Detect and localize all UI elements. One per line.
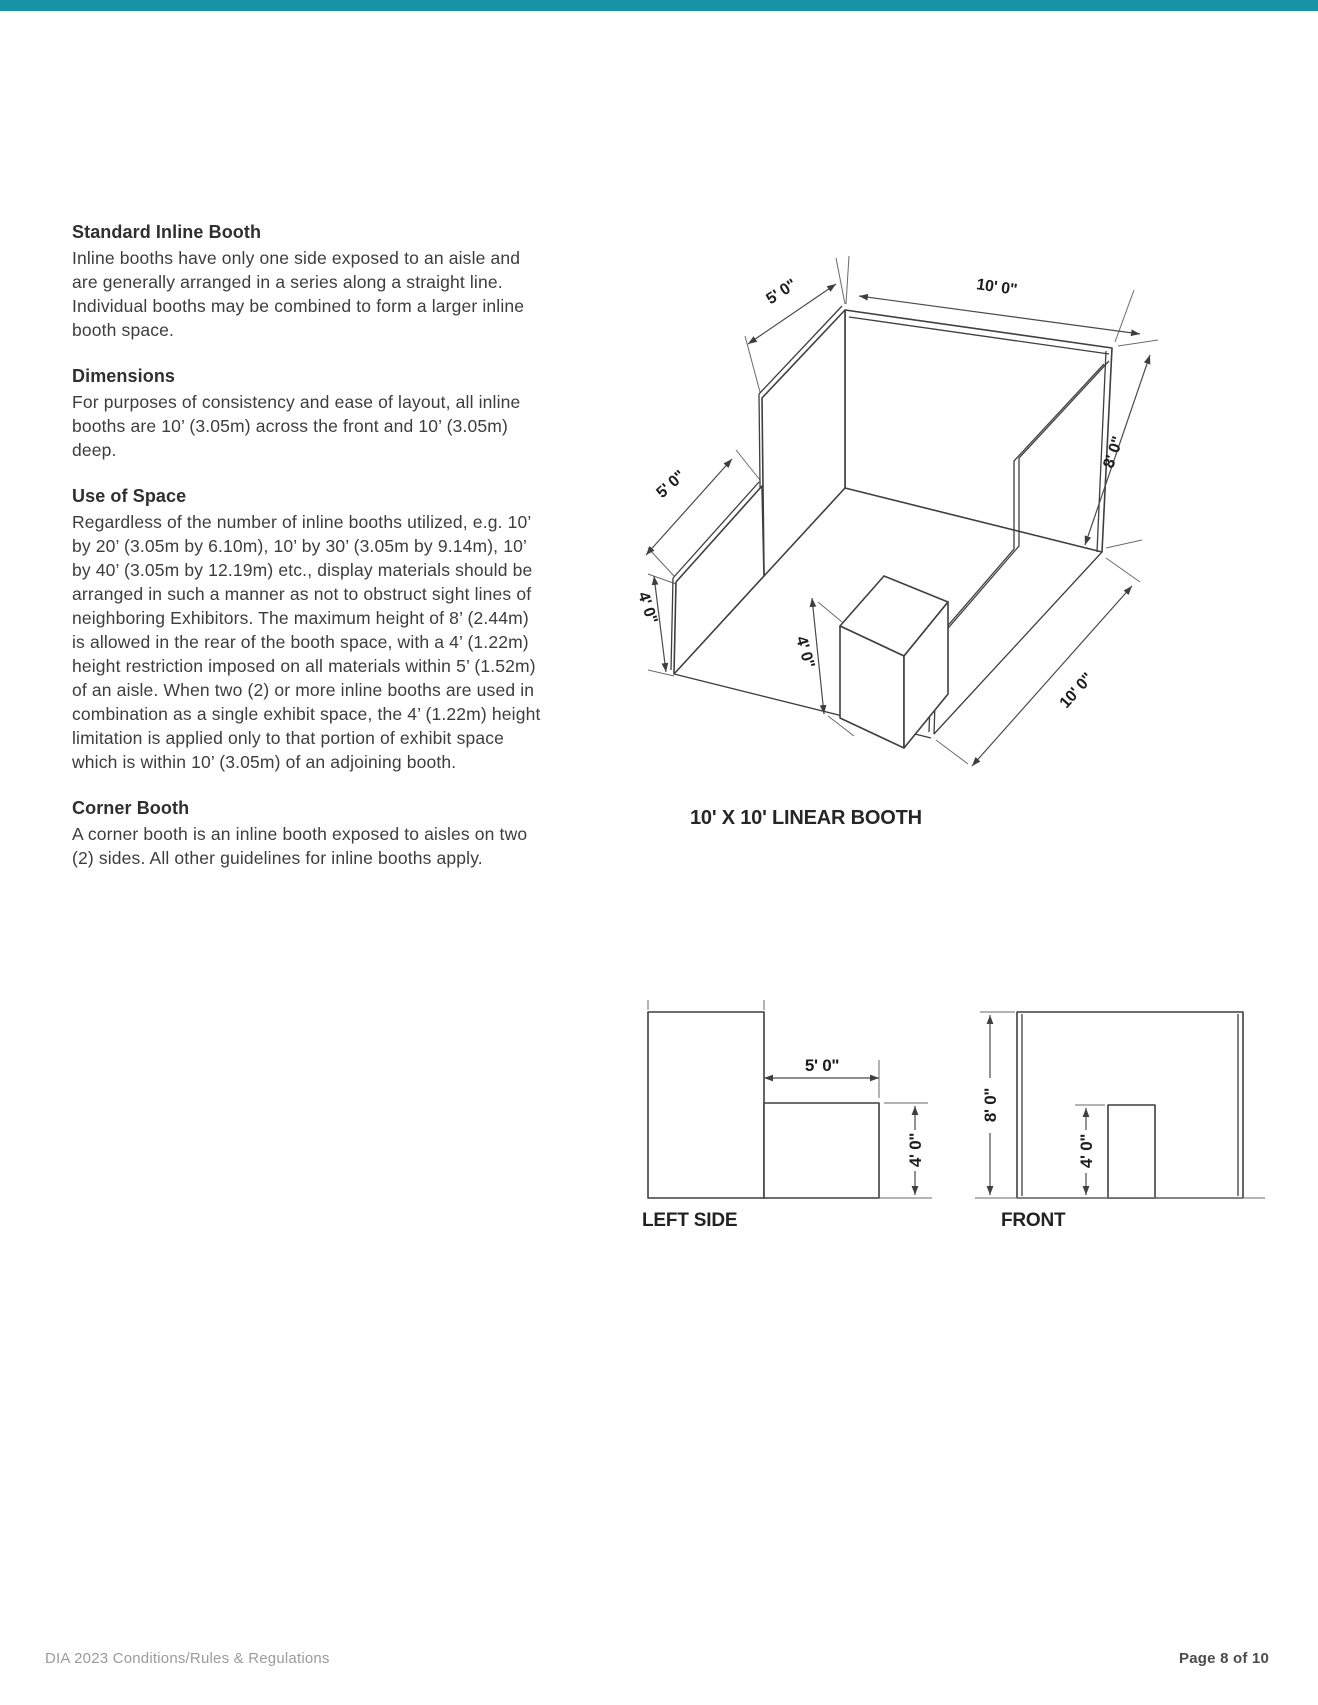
dim-label-back-width: 10' 0"	[975, 276, 1018, 299]
section-heading: Corner Booth	[72, 798, 190, 818]
accent-top-bar	[0, 0, 1318, 11]
section-standard-inline-booth	[72, 220, 546, 342]
dim-label-booth-depth: 10' 0"	[1056, 670, 1097, 712]
dim-label-inner-height: 4' 0"	[1077, 1133, 1096, 1169]
section-heading: Dimensions	[72, 366, 176, 386]
footer-document-title: DIA 2023 Conditions/Rules & Regulations	[45, 1650, 330, 1667]
dim-label-front-height: 4' 0"	[906, 1132, 925, 1168]
section-heading: Standard Inline Booth	[72, 222, 262, 242]
footer-page-number: Page 8 of 10	[1179, 1650, 1269, 1667]
diagram-caption: 10' X 10' LINEAR BOOTH	[690, 807, 922, 829]
front-walls	[975, 1012, 1265, 1198]
dim-label-front-width: 5' 0"	[804, 1056, 840, 1075]
left-side-view-title: LEFT SIDE	[642, 1210, 738, 1231]
section-paragraph: A corner booth is an inline booth exposed to aisles on two (2) sides. All other guidelines for inline booths apply.	[72, 824, 528, 868]
dim-label-back-left-width: 5' 0"	[763, 276, 800, 309]
dim-label-wall-height: 8' 0"	[981, 1087, 1000, 1123]
section-dimensions	[72, 364, 546, 462]
section-paragraph: Regardless of the number of inline booths utilized, e.g. 10’ by 20’ (3.05m by 6.10m), 10’ by 30’ (3.05m by 9.14m), 10’ by 40’ (3.05m by 12.19m) etc., display materials should be arranged in such a manner as not to obstruct sight lines of neighboring Exhibitors. The maximum height of 8’ (2.44m) is allowed in the rear of the booth space, with a 4’ (1.22m) height restriction imposed on all materials within 5’ (1.52m) of an aisle. When two (2) or more inline booths are used in combination as a single exhibit space, the 4’ (1.22m) height limitation is applied only to that portion of exhibit space which is within 10’ (3.05m) of an adjoining booth.	[72, 512, 541, 772]
linear-booth-3d-diagram	[612, 246, 1192, 856]
front-view-title: FRONT	[1001, 1210, 1066, 1231]
dim-label-side-wall-height: 4' 0"	[634, 589, 661, 626]
front-view-diagram	[935, 928, 1290, 1238]
section-paragraph: For purposes of consistency and ease of layout, all inline booths are 10’ (3.05m) across the front and 10’ (3.05m) deep.	[72, 392, 521, 460]
section-use-of-space	[72, 484, 546, 774]
display-pedestal	[840, 576, 948, 748]
left-side-walls	[648, 1000, 932, 1198]
section-paragraph: Inline booths have only one side exposed to an aisle and are generally arranged in a series along a straight line. Individual booths may be combined to form a larger inline booth space.	[72, 248, 525, 340]
dim-label-pedestal-height: 4' 0"	[792, 634, 818, 670]
dim-label-back-wall-height: 8' 0"	[1100, 434, 1128, 471]
dim-label-front-left-width: 5' 0"	[653, 467, 689, 502]
section-corner-booth	[72, 796, 546, 870]
page-footer	[45, 1650, 1269, 1667]
left-side-view-diagram	[592, 928, 937, 1238]
section-heading: Use of Space	[72, 486, 187, 506]
body-text-column	[72, 220, 546, 892]
